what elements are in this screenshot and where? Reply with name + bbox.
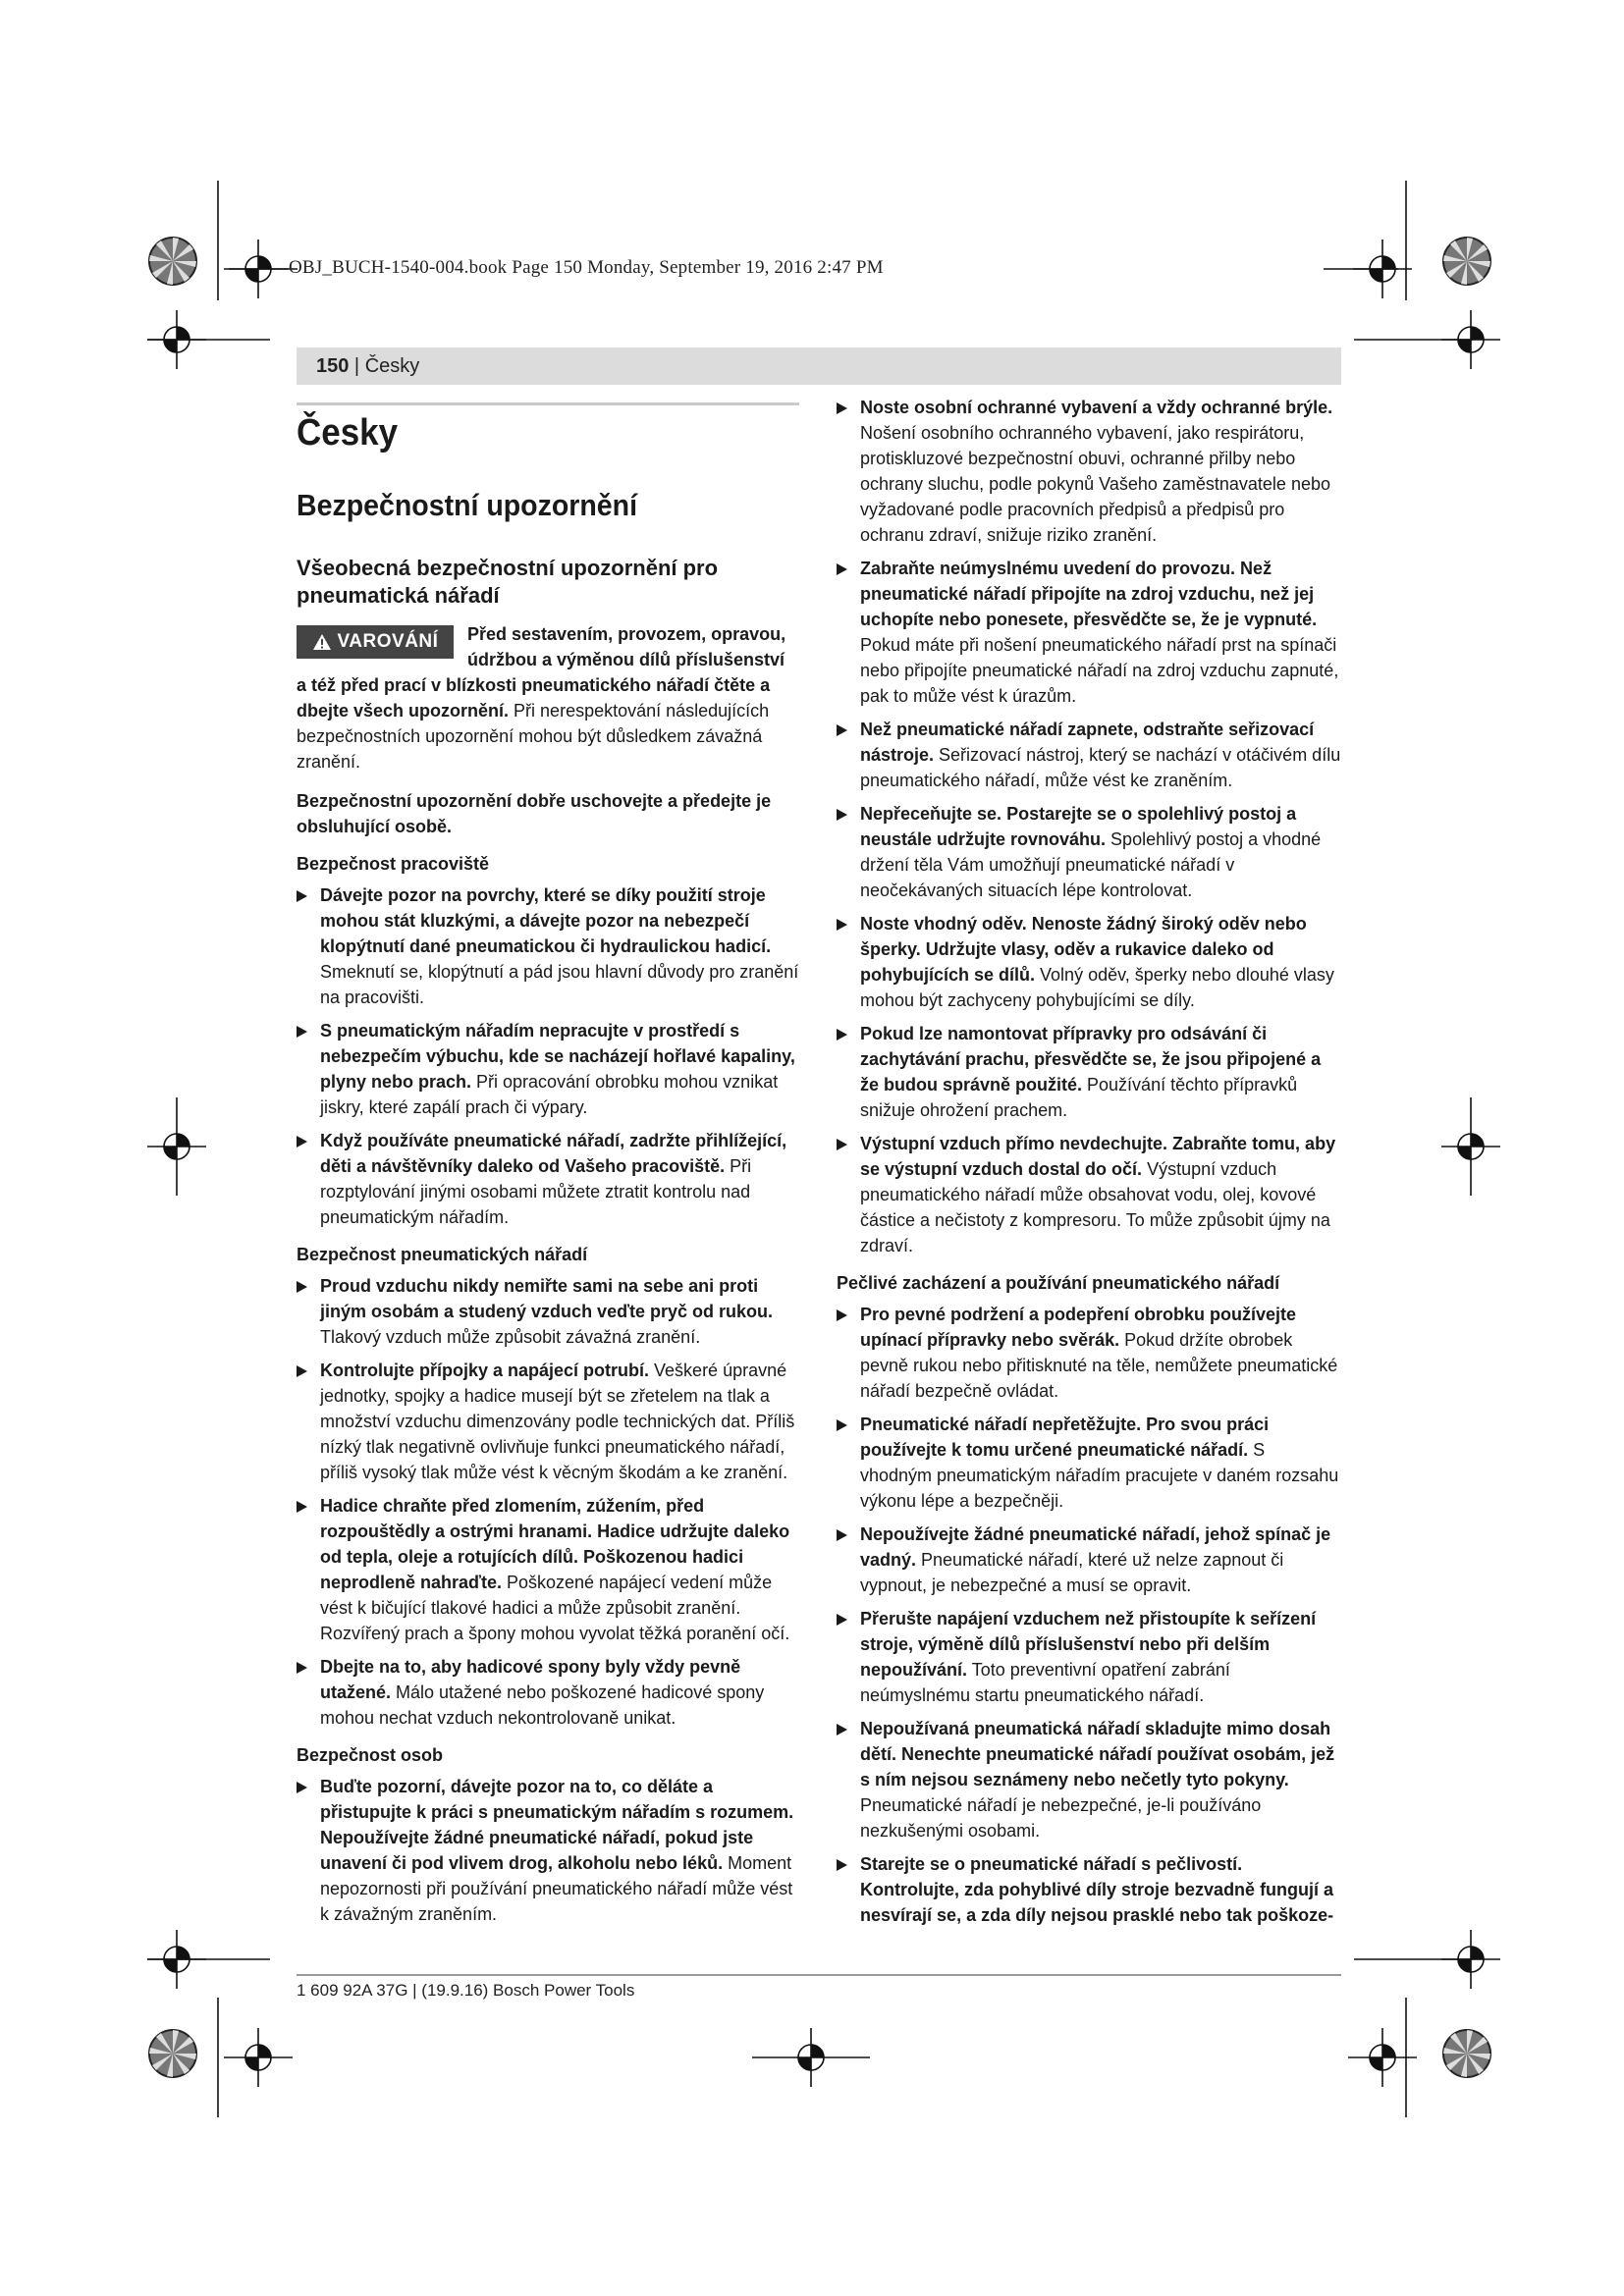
list-item: Starejte se o pneumatické nářadí s pečlivostí. Kontrolujte, zda pohyblivé díly stroje bezvadně fungují a nesvírají se, a zda díly nejsou prasklé nebo tak poškoze- [837, 1851, 1341, 1928]
list-item: Noste vhodný oděv. Nenoste žádný široký oděv nebo šperky. Udržujte vlasy, oděv a rukavice daleko od pohybujících se dílů. Volný oděv, šperky nebo dlouhé vlasy mohou být zachyceny pohybujícími se díly. [837, 911, 1341, 1013]
file-info-line: OBJ_BUCH-1540-004.book Page 150 Monday, September 19, 2016 2:47 PM [289, 257, 884, 278]
bullet-triangle-icon [297, 1501, 307, 1513]
list-item: Hadice chraňte před zlomením, zúžením, před rozpouštědly a ostrými hranami. Hadice udržujte daleko od tepla, oleje a rotujících dílů. Poškozenou hadici neprodleně nahraďte. Poškozené napájecí vedení může vést k bičující tlakové hadici a může způsobit zranění. Rozvířený prach a špony mohou vyvolat těžká poranění očí. [297, 1493, 799, 1646]
warning-bold: Před sestavením, provozem, opravou, údržbou a výměnou dílů příslušenství a též před prací v blízkosti pneumatického nářadí čtěte a dbejte všech upozornění. [297, 624, 786, 721]
section-heading: Bezpečnost osob [297, 1745, 444, 1765]
section-heading: Pečlivé zacházení a používání pneumatického nářadí [837, 1273, 1280, 1293]
bullet-triangle-icon [297, 1782, 307, 1793]
right-column [837, 395, 1341, 1936]
list-item: Zabraňte neúmyslnému uvedení do provozu. Než pneumatické nářadí připojíte na zdroj vzduchu, než jej uchopíte nebo ponesete, přesvědčte se, že je vypnuté. Pokud máte při nošení pneumatického nářadí prst na spínači nebo připojíte pneumatické nářadí na zdroj vzduchu zapnuté, pak to může vést k úrazům. [837, 556, 1341, 709]
bullet-triangle-icon [297, 1365, 307, 1377]
bullet-triangle-icon [837, 919, 847, 931]
list-item: Buďte pozorní, dávejte pozor na to, co děláte a přistupujte k práci s pneumatickým nářadím s rozumem. Nepoužívejte žádné pneumatické nářadí, pokud jste unavení či pod vlivem drog, alkoholu nebo léků. Moment nepozornosti při používání pneumatického nářadí může vést k závažným zraněním. [297, 1774, 799, 1927]
page-footer: 1 609 92A 37G | (19.9.16) Bosch Power Tools [297, 1981, 635, 2000]
bullet-triangle-icon [837, 1419, 847, 1431]
bullet-triangle-icon [837, 402, 847, 414]
header-language: Česky [364, 355, 420, 377]
section-heading: Bezpečnost pracoviště [297, 854, 490, 874]
list-item: Nepoužívejte žádné pneumatické nářadí, jehož spínač je vadný. Pneumatické nářadí, které už nelze zapnout či vypnout, je nebezpečné a musí se opravit. [837, 1522, 1341, 1598]
page-number: 150 [316, 355, 350, 377]
list-item: Proud vzduchu nikdy nemiřte sami na sebe ani proti jiným osobám a studený vzduch veďte pryč od rukou. Tlakový vzduch může způsobit závažná zranění. [297, 1273, 799, 1350]
bullet-triangle-icon [837, 563, 847, 575]
bullet-triangle-icon [837, 1139, 847, 1150]
bullet-triangle-icon [297, 1026, 307, 1038]
keep-notice: Bezpečnostní upozornění dobře uschovejte a předejte je obsluhující osobě. [297, 791, 772, 836]
bullet-triangle-icon [837, 809, 847, 821]
list-item: Výstupní vzduch přímo nevdechujte. Zabraňte tomu, aby se výstupní vzduch dostal do očí. Výstupní vzduch pneumatického nářadí může obsahovat vodu, olej, kovové částice a nečistoty z kompresoru. To může způsobit újmy na zdraví. [837, 1131, 1341, 1258]
warning-badge-label: VAROVÁNÍ [337, 631, 439, 652]
bullet-triangle-icon [837, 1859, 847, 1871]
bullet-triangle-icon [837, 1724, 847, 1735]
bullet-triangle-icon [297, 890, 307, 902]
list-item: Pokud lze namontovat přípravky pro odsávání či zachytávání prachu, přesvědčte se, že jsou připojené a že budou správně použité. Používání těchto přípravků snižuje ohrožení prachem. [837, 1021, 1341, 1123]
warning-triangle-icon [312, 633, 332, 651]
list-item: Kontrolujte přípojky a napájecí potrubí. Veškeré úpravné jednotky, spojky a hadice musejí být se zřetelem na tlak a množství vzduchu dimenzovány podle technických dat. Příliš nízký tlak negativně ovlivňuje funkci pneumatického nářadí, příliš vysoký tlak může vést k věcným škodám a ke zranění. [297, 1358, 799, 1485]
list-item: Přerušte napájení vzduchem než přistoupíte k seřízení stroje, výměně dílů příslušenství nebo při delším nepoužívání. Toto preventivní opatření zabrání neúmyslnému startu pneumatického nářadí. [837, 1606, 1341, 1708]
warning-rest: Při nerespektování následujících bezpečnostních upozornění mohou být důsledkem závažná zranění. [297, 701, 770, 772]
list-item: Než pneumatické nářadí zapnete, odstraňte seřizovací nástroje. Seřizovací nástroj, který se nachází v otáčivém dílu pneumatického nářadí, může vést ke zraněním. [837, 717, 1341, 793]
warning-block [297, 621, 799, 774]
list-item: Nepřeceňujte se. Postarejte se o spolehlivý postoj a neustále udržujte rovnováhu. Spolehlivý postoj a vhodné držení těla Vám umožňují pneumatické nářadí v neočekávaných situacích lépe kontrolovat. [837, 801, 1341, 903]
left-column [297, 393, 799, 1935]
list-item: Když používáte pneumatické nářadí, zadržte přihlížející, děti a návštěvníky daleko od Vašeho pracoviště. Při rozptylování jinými osobami můžete ztratit kontrolu nad pneumatickým nářadím. [297, 1128, 799, 1230]
list-item: S pneumatickým nářadím nepracujte v prostředí s nebezpečím výbuchu, kde se nacházejí hořlavé kapaliny, plyny nebo prach. Při opracování obrobku mohou vznikat jiskry, které zapálí prach či výpary. [297, 1018, 799, 1120]
list-item: Nepoužívaná pneumatická nářadí skladujte mimo dosah dětí. Nenechte pneumatické nářadí používat osobám, jež s ním nejsou seznámeny nebo nečetly tyto pokyny. Pneumatické nářadí je nebezpečné, je-li používáno nezkušenými osobami. [837, 1716, 1341, 1843]
bullet-triangle-icon [837, 1614, 847, 1626]
warning-badge [297, 625, 454, 659]
bullet-triangle-icon [297, 1662, 307, 1674]
section-heading: Bezpečnost pneumatických nářadí [297, 1245, 588, 1264]
section-title: Bezpečnostní upozornění [297, 488, 638, 522]
bullet-triangle-icon [837, 1309, 847, 1321]
header-separator: | [349, 355, 365, 377]
bullet-triangle-icon [297, 1281, 307, 1293]
list-item: Dávejte pozor na povrchy, které se díky použití stroje mohou stát kluzkými, a dávejte pozor na nebezpečí klopýtnutí dané pneumatickou či hydraulickou hadicí. Smeknutí se, klopýtnutí a pád jsou hlavní důvody pro zranění na pracovišti. [297, 882, 799, 1010]
list-item: Pneumatické nářadí nepřetěžujte. Pro svou práci používejte k tomu určené pneumatické nářadí. S vhodným pneumatickým nářadím pracujete v daném rozsahu výkonu lépe a bezpečněji. [837, 1412, 1341, 1514]
list-item: Pro pevné podržení a podepření obrobku používejte upínací přípravky nebo svěrák. Pokud držíte obrobek pevně rukou nebo přitisknuté na těle, nemůžete pneumatické nářadí bezpečně ovládat. [837, 1302, 1341, 1404]
bullet-triangle-icon [297, 1136, 307, 1148]
footer-rule [297, 1974, 1341, 1976]
bullet-triangle-icon [837, 1529, 847, 1541]
list-item: Dbejte na to, aby hadicové spony byly vždy pevně utažené. Málo utažené nebo poškozené hadicové spony mohou nechat vzduch nekontrolovaně unikat. [297, 1654, 799, 1731]
list-item: Noste osobní ochranné vybavení a vždy ochranné brýle. Nošení osobního ochranného vybavení, jako respirátoru, protiskluzové bezpečnostní obuvi, ochranné přilby nebo ochrany sluchu, podle pokynů Vašeho zaměstnavatele nebo vyžadované podle pracovních předpisů a předpisů pro ochranu zdraví, snižuje riziko zranění. [837, 395, 1341, 548]
bullet-triangle-icon [837, 724, 847, 736]
language-title: Česky [297, 412, 399, 454]
page-header [316, 355, 419, 378]
page-header-bar [297, 347, 1341, 385]
bullet-triangle-icon [837, 1029, 847, 1041]
general-heading: Všeobecná bezpečnostní upozornění pro pneumatická nářadí [297, 556, 719, 608]
